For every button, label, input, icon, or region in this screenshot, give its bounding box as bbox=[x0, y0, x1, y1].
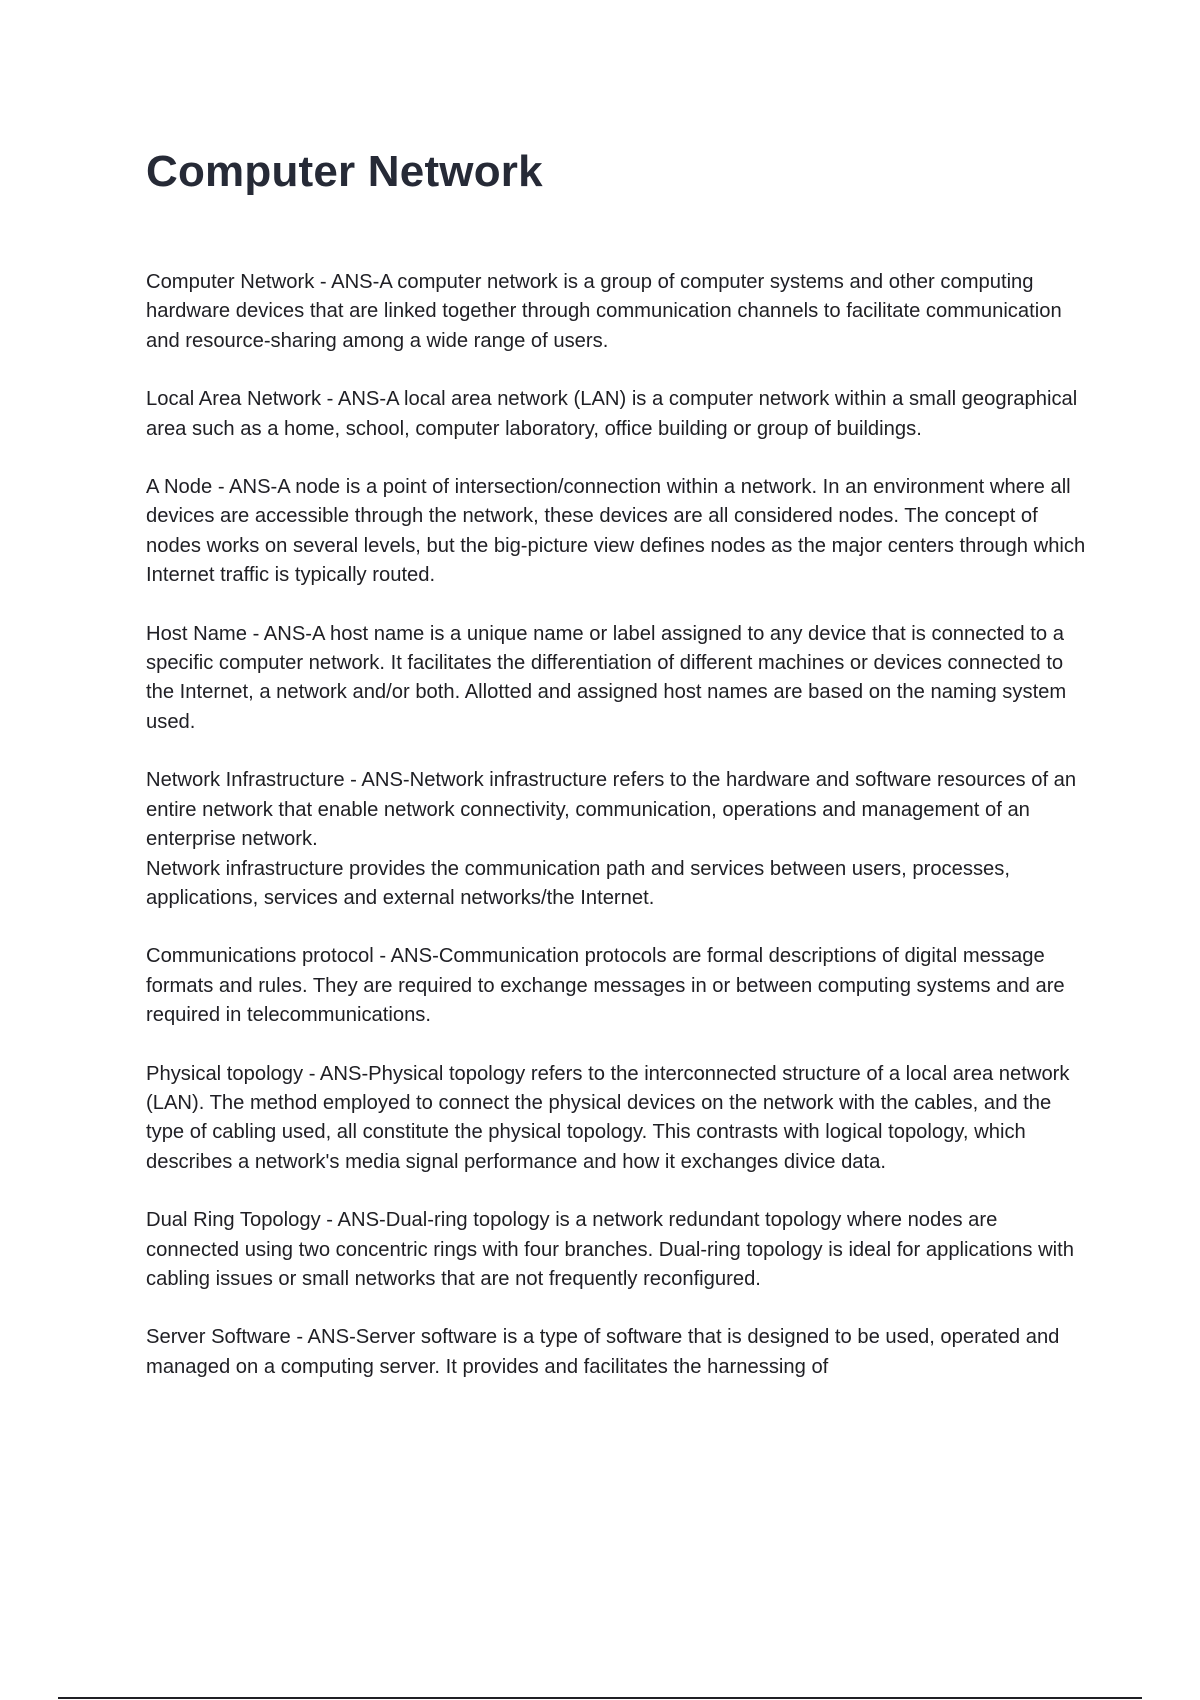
entry-communications-protocol bbox=[146, 942, 1092, 1030]
entry-a-node bbox=[146, 473, 1092, 591]
entry-text-continued: Network infrastructure provides the communication path and services between users, processes, applications, services and external networks/the Internet. bbox=[146, 857, 1010, 909]
entry-physical-topology bbox=[146, 1060, 1092, 1178]
entry-text: Server Software - ANS-Server software is a type of software that is designed to be used, operated and managed on a computing server. It provides and facilitates the harnessing of bbox=[146, 1326, 1060, 1378]
entry-dual-ring-topology bbox=[146, 1206, 1092, 1294]
entry-text: Communications protocol - ANS-Communication protocols are formal descriptions of digital message formats and rules. They are required to exchange messages in or between computing systems and are required in telecommunications. bbox=[146, 945, 1065, 1027]
entry-text: A Node - ANS-A node is a point of intersection/connection within a network. In an environment where all devices are accessible through the network, these devices are all considered nodes. The concept of nodes works on several levels, but the big-picture view defines nodes as the major centers through which Internet traffic is typically routed. bbox=[146, 476, 1086, 587]
entry-text: Network Infrastructure - ANS-Network infrastructure refers to the hardware and software resources of an entire network that enable network connectivity, communication, operations and management of an enterprise network. bbox=[146, 769, 1077, 851]
entry-text: Local Area Network - ANS-A local area network (LAN) is a computer network within a small geographical area such as a home, school, computer laboratory, office building or group of buildings. bbox=[146, 388, 1078, 440]
entry-network-infrastructure bbox=[146, 766, 1092, 913]
entry-text: Computer Network - ANS-A computer network is a group of computer systems and other computing hardware devices that are linked together through communication channels to facilitate communication and resource-sharing among a wide range of users. bbox=[146, 271, 1062, 352]
entry-text: Physical topology - ANS-Physical topology refers to the interconnected structure of a local area network (LAN). The method employed to connect the physical devices on the network with the cables, and the type of cabling used, all constitute the physical topology. This contrasts with logical topology, which describes a network's media signal performance and how it exchanges divice data. bbox=[146, 1062, 1070, 1173]
entry-host-name bbox=[146, 620, 1092, 738]
entry-text: Host Name - ANS-A host name is a unique name or label assigned to any device that is connected to a specific computer network. It facilitates the differentiation of different machines or devices connected to the Internet, a network and/or both. Allotted and assigned host names are based on the naming system used. bbox=[146, 622, 1067, 733]
footer-divider bbox=[58, 1697, 1142, 1699]
entry-server-software bbox=[146, 1323, 1092, 1382]
page-title: Computer Network bbox=[146, 147, 543, 196]
entry-text: Dual Ring Topology - ANS-Dual-ring topology is a network redundant topology where nodes are connected using two concentric rings with four branches. Dual-ring topology is ideal for applications with cabling issues or small networks that are not frequently reconfigured. bbox=[146, 1209, 1074, 1290]
entry-computer-network bbox=[146, 268, 1092, 356]
document-body bbox=[146, 268, 1092, 1411]
entry-local-area-network bbox=[146, 385, 1092, 444]
